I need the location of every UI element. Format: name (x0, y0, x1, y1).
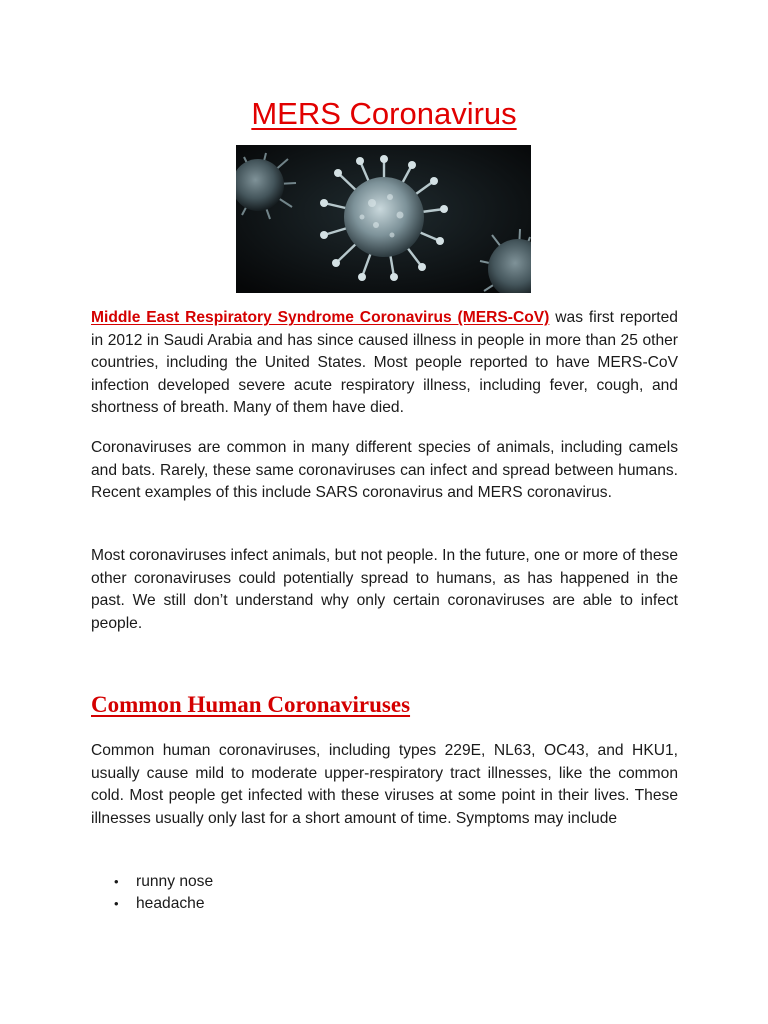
list-item (112, 871, 213, 893)
symptoms-list (112, 871, 213, 915)
mers-cov-link[interactable]: Middle East Respiratory Syndrome Coronavirus (MERS-CoV) (91, 309, 550, 326)
list-item (112, 893, 213, 915)
common-coronaviruses-paragraph: Common human coronaviruses, including types 229E, NL63, OC43, and HKU1, usually cause mild to moderate upper-respiratory tract illnesses, like the common cold. Most people get infected with these viruses at some point in their lives. These illnesses usually only last for a short amount of time. Symptoms may include (91, 742, 678, 827)
intro-paragraph-text: was first reported in 2012 in Saudi Arabia and has since caused illness in people in more than 25 other countries, including the United States. Most people reported to have MERS-CoV infection developed severe acute respiratory illness, including fever, cough, and shortness of breath. Many of them have died. (91, 309, 678, 417)
symptom-text: headache (136, 895, 205, 912)
bullet-icon: • (114, 874, 119, 889)
symptom-text: runny nose (136, 873, 214, 890)
intro-paragraph (91, 307, 678, 420)
future-spread-paragraph: Most coronaviruses infect animals, but not people. In the future, one or more of these other coronaviruses could potentially spread to humans, as has happened in the past. We still don’t understand why only certain coronaviruses are able to infect people. (91, 547, 678, 632)
bullet-icon: • (114, 896, 119, 911)
animals-paragraph: Coronaviruses are common in many different species of animals, including camels and bats. Rarely, these same coronaviruses can infect and spread between humans. Recent examples of this include SARS coronavirus and MERS coronavirus. (91, 439, 678, 502)
section-heading: Common Human Coronaviruses (91, 692, 411, 717)
page-title: MERS Coronavirus (251, 96, 517, 131)
coronavirus-image (236, 145, 531, 293)
